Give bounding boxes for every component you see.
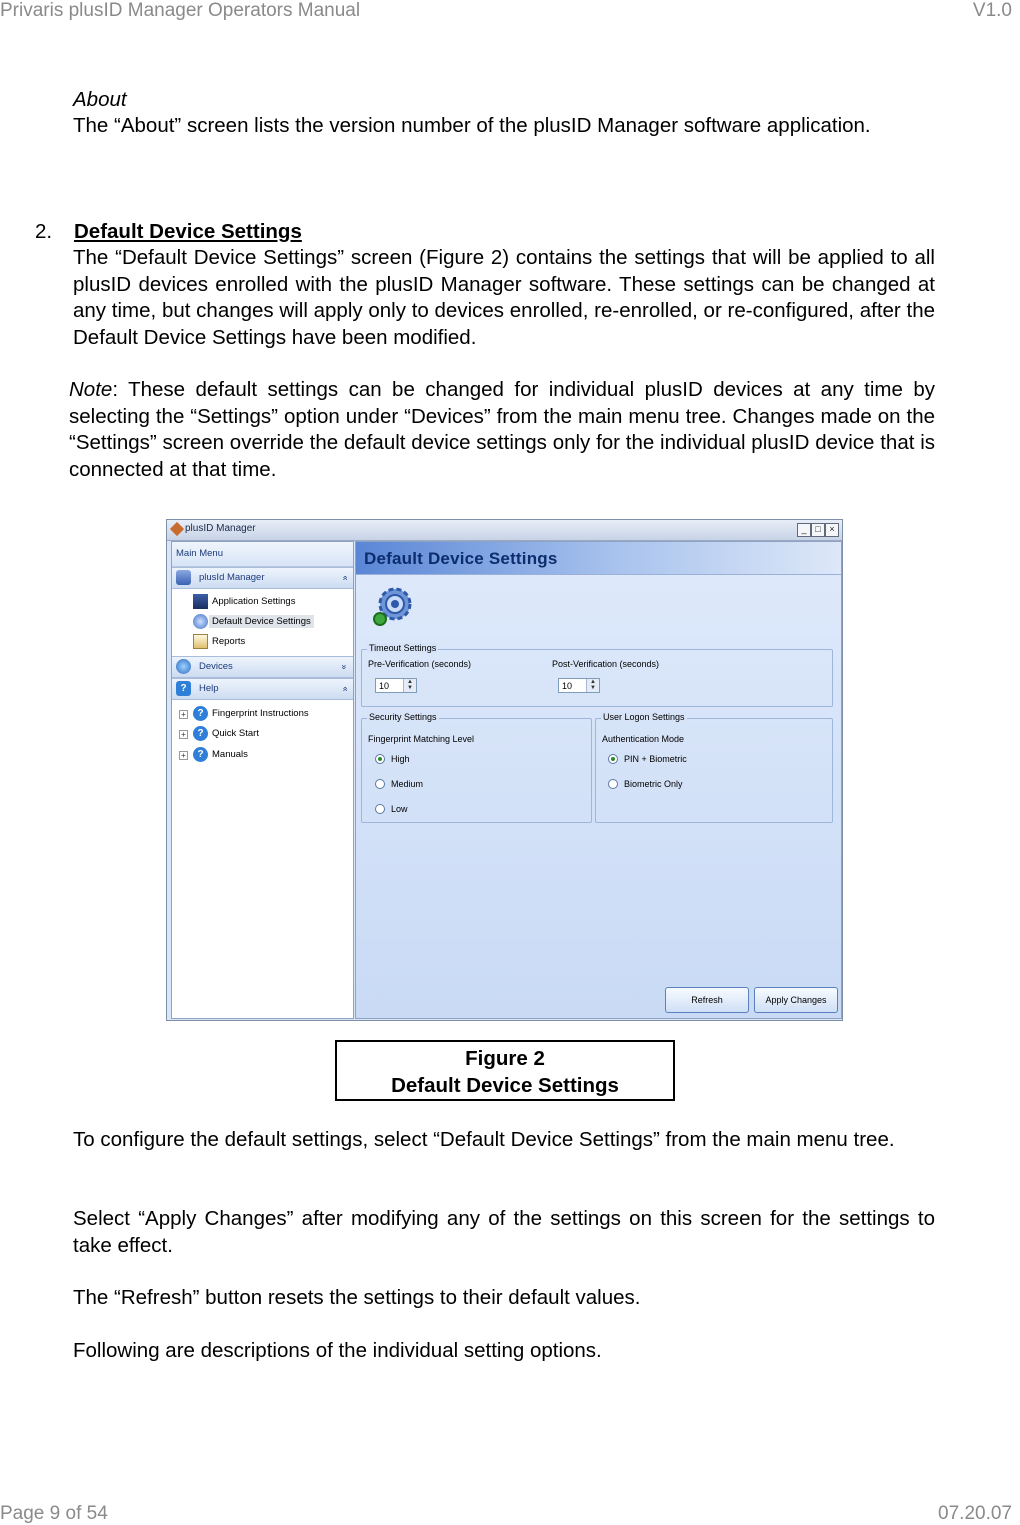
chevron-down-icon[interactable]: » [339, 664, 350, 670]
tree-item-application-settings[interactable] [212, 593, 295, 611]
tree-item-label: Manuals [212, 749, 248, 760]
tree-item-label: Default Device Settings [209, 615, 314, 628]
group-plusid-manager[interactable] [172, 567, 353, 589]
shield-icon [176, 570, 191, 585]
figure-caption [335, 1040, 675, 1101]
maximize-button[interactable]: □ [811, 523, 825, 537]
radio-pin-biometric-label: PIN + Biometric [624, 754, 687, 764]
post-verification-value: 10 [562, 681, 573, 691]
user-logon-settings-group [595, 712, 833, 823]
logon-legend: User Logon Settings [603, 712, 685, 722]
timeout-settings-group [361, 643, 833, 707]
tree-item-quick-start[interactable] [197, 725, 259, 743]
tree-item-reports[interactable] [212, 633, 245, 651]
main-menu-pane [171, 541, 354, 1019]
apply-changes-button[interactable]: Apply Changes [754, 987, 838, 1013]
pre-verification-value: 10 [379, 681, 390, 691]
group-manager-label: plusId Manager [199, 572, 265, 583]
close-button[interactable]: × [825, 523, 839, 537]
tree-item-default-device-settings[interactable] [212, 613, 314, 631]
spinner-arrows-icon[interactable]: ▲ ▼ [586, 679, 599, 692]
help-tree [172, 700, 353, 780]
body-paragraph-1: To configure the default settings, select “Default Device Settings” from the main menu tree. [73, 1128, 895, 1151]
manager-tree [172, 589, 353, 656]
question-icon: ? [193, 706, 208, 721]
body-paragraph-3: The “Refresh” button resets the settings to their default values. [73, 1286, 641, 1309]
tree-item-label: Reports [212, 636, 246, 647]
devices-icon [176, 659, 191, 674]
radio-biometric-only[interactable] [608, 779, 618, 789]
group-help-label: Help [199, 683, 219, 694]
footer-date: 07.20.07 [938, 1503, 1012, 1524]
group-help[interactable] [172, 678, 353, 700]
pre-verification-label: Pre-Verification (seconds) [368, 659, 472, 669]
timeout-legend: Timeout Settings [369, 643, 437, 653]
authentication-mode-label: Authentication Mode [602, 734, 685, 744]
screenshot-window [166, 519, 843, 1021]
footer-page: Page 9 of 54 [0, 1503, 108, 1524]
about-heading: About [73, 88, 127, 111]
post-verification-label: Post-Verification (seconds) [552, 659, 660, 669]
app-icon [170, 522, 184, 536]
body-paragraph-2: Select “Apply Changes” after modifying any of the settings on this screen for the settings to take effect. [73, 1207, 935, 1257]
help-icon: ? [176, 681, 191, 696]
post-verification-spinner[interactable] [558, 678, 600, 693]
refresh-button[interactable]: Refresh [665, 987, 749, 1013]
group-devices-label: Devices [199, 661, 233, 672]
header-title: Privaris plusID Manager Operators Manual [0, 0, 361, 21]
window-title: plusID Manager [185, 523, 256, 534]
tree-item-fingerprint-instructions[interactable] [197, 705, 309, 723]
note-text: : These default settings can be changed for individual plusID devices at any time by selecting the “Settings” option under “Devices” from the main menu tree. Changes made on the “Settings” screen override the default device settings only for the individual plusID device that is connected at that time. [69, 378, 935, 481]
security-legend: Security Settings [369, 712, 437, 722]
tree-item-label: Fingerprint Instructions [212, 708, 309, 719]
tree-item-label: Quick Start [212, 728, 259, 739]
gear-icon [193, 614, 208, 629]
body-paragraph-4: Following are descriptions of the individual setting options. [73, 1339, 602, 1362]
group-devices[interactable] [172, 656, 353, 678]
settings-gear-icon [371, 584, 415, 628]
header-version: V1.0 [972, 0, 1012, 21]
figure-title: Default Device Settings [391, 1074, 619, 1097]
radio-pin-biometric[interactable] [608, 754, 618, 764]
monitor-icon [193, 594, 208, 609]
figure-number: Figure 2 [465, 1047, 545, 1070]
spinner-arrows-icon[interactable]: ▲ ▼ [403, 679, 416, 692]
radio-high[interactable] [375, 754, 385, 764]
section-paragraph: The “Default Device Settings” screen (Figure 2) contains the settings that will be applied to all plusID devices enrolled with the plusID Manager software. These settings can be changed at any time, but changes will apply only to devices enrolled, re-enrolled, or re-configured, after the Default Device Settings have been modified. [73, 246, 935, 349]
note-label: Note [69, 378, 113, 401]
pre-verification-spinner[interactable] [375, 678, 417, 693]
radio-biometric-only-label: Biometric Only [624, 779, 683, 789]
radio-medium[interactable] [375, 779, 385, 789]
matching-level-label: Fingerprint Matching Level [368, 734, 475, 744]
section-title: Default Device Settings [74, 220, 302, 243]
note-paragraph [69, 377, 935, 483]
chevron-up-icon[interactable]: » [339, 686, 350, 692]
about-text: The “About” screen lists the version number of the plusID Manager software application. [73, 114, 871, 137]
radio-low-label: Low [391, 804, 408, 814]
settings-pane [355, 541, 842, 1019]
radio-low[interactable] [375, 804, 385, 814]
chevron-up-icon[interactable]: » [339, 575, 350, 581]
security-settings-group [361, 712, 592, 823]
section-number: 2. [35, 220, 53, 243]
minimize-button[interactable]: _ [797, 523, 811, 537]
radio-medium-label: Medium [391, 779, 424, 789]
question-icon: ? [193, 747, 208, 762]
report-icon [193, 634, 208, 649]
radio-high-label: High [391, 754, 410, 764]
page-title: Default Device Settings [364, 549, 558, 568]
tree-item-label: Application Settings [212, 596, 296, 607]
main-menu-label: Main Menu [172, 542, 353, 567]
window-titlebar [167, 520, 842, 541]
question-icon: ? [193, 726, 208, 741]
expand-icon[interactable]: + [179, 730, 188, 739]
expand-icon[interactable]: + [179, 751, 188, 760]
tree-item-manuals[interactable] [197, 746, 248, 764]
page-banner [356, 542, 841, 575]
expand-icon[interactable]: + [179, 710, 188, 719]
